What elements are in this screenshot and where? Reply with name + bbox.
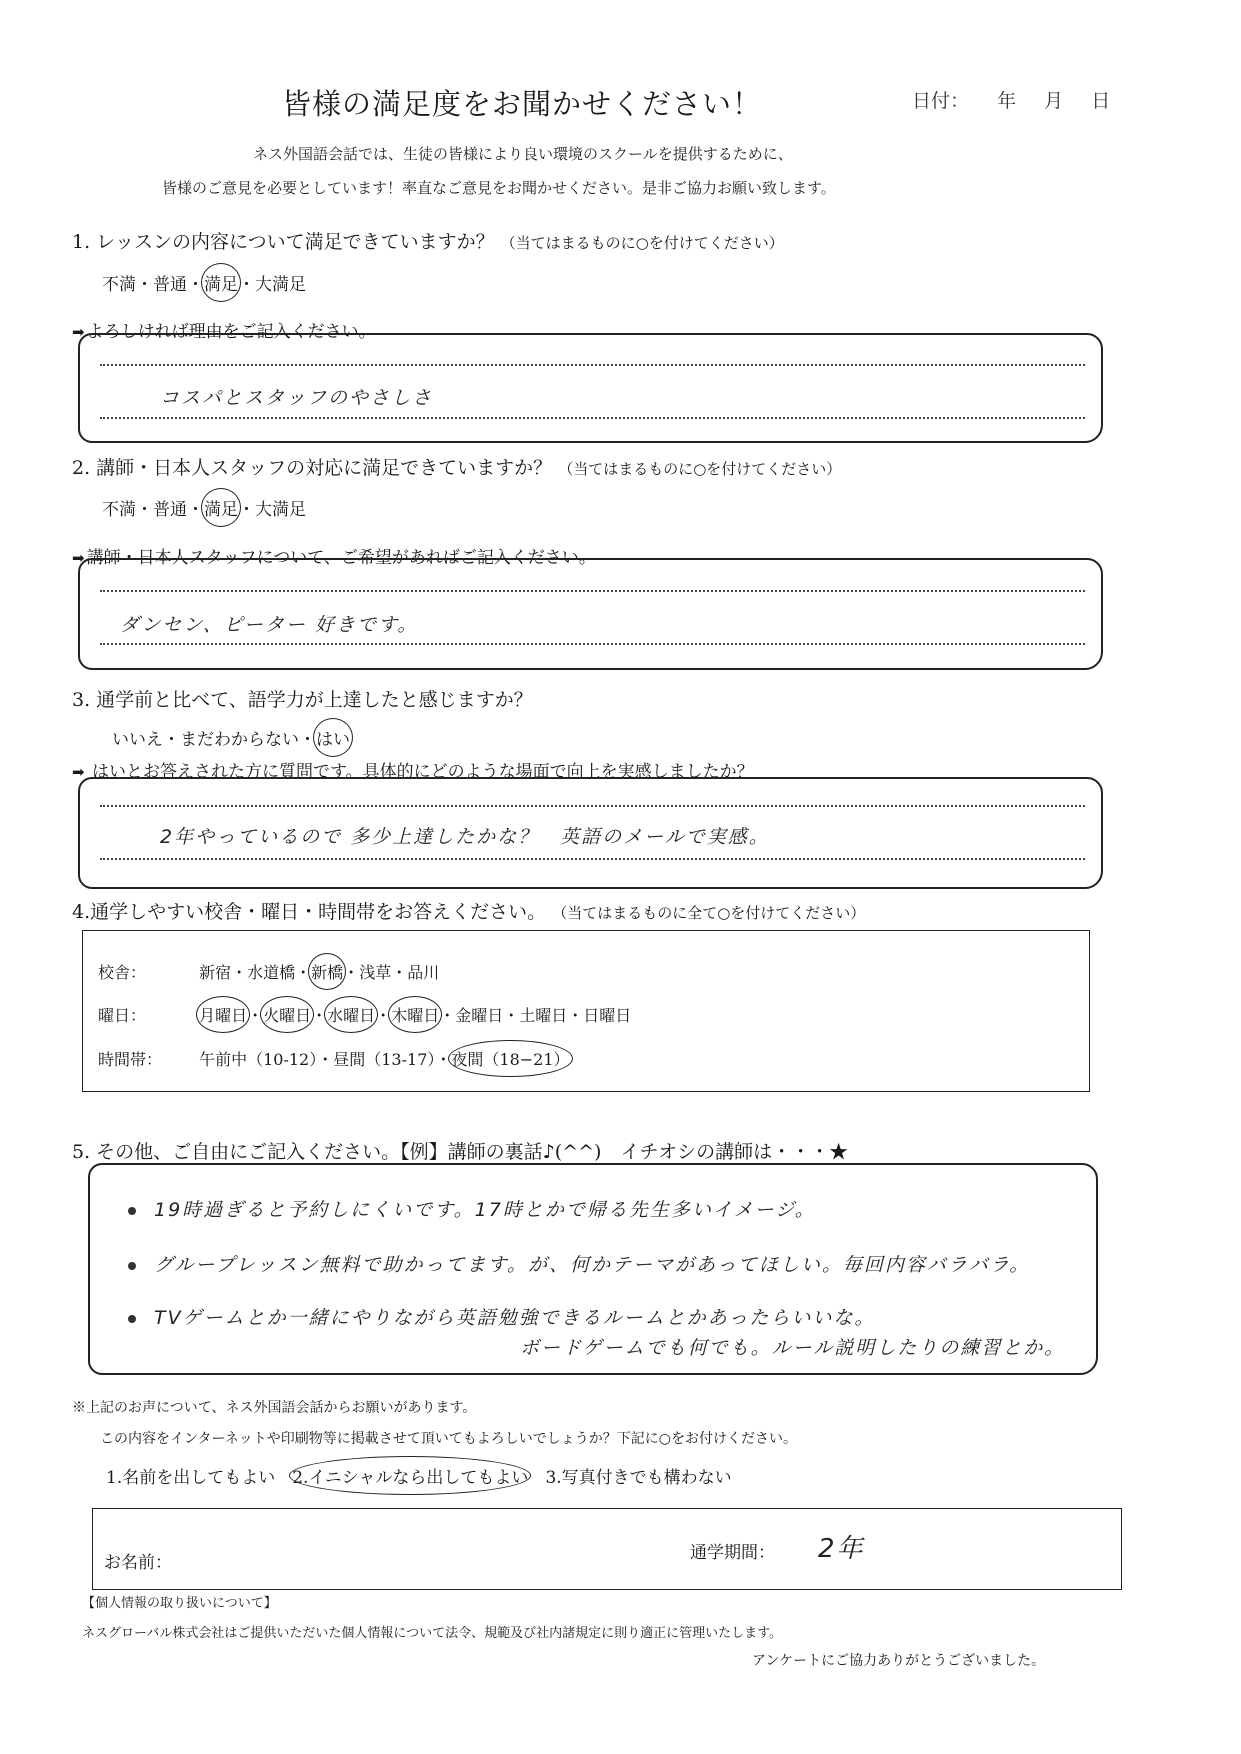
consent-option-selected[interactable]: 2.イニシャルなら出してもよい <box>289 1456 531 1495</box>
school-option[interactable]: 新宿 <box>199 963 232 982</box>
q3-option[interactable]: まだわからない <box>180 730 299 750</box>
q4-days-row: 曜日： 月曜日・火曜日・水曜日・木曜日・金曜日・土曜日・日曜日 <box>98 1003 631 1026</box>
day-option-selected[interactable]: 木曜日 <box>388 996 442 1033</box>
q3-answer: 2年やっているので 多少上達したかな？ 英語のメールで実感。 <box>160 826 770 848</box>
day-option-selected[interactable]: 水曜日 <box>324 996 378 1033</box>
time-option[interactable]: 午前中（10-12） <box>199 1050 318 1069</box>
thanks-message: アンケートにご協力ありがとうございました。 <box>752 1653 1046 1669</box>
q2-answer: ダンセン、ピーター 好きです。 <box>120 614 419 636</box>
dotted-line <box>100 805 1085 807</box>
bullet-icon <box>128 1315 136 1323</box>
q1-option-selected[interactable]: 満足 <box>201 263 241 302</box>
q5-answer-continuation: ボードゲームでも何でも。ルール説明したりの練習とか。 <box>520 1337 1066 1359</box>
q4-times-row: 時間帯： 午前中（10-12）・昼間（13-17）・夜間（18−21） <box>98 1047 570 1070</box>
q4-question <box>72 897 865 924</box>
day-label: 曜日： <box>98 1006 147 1025</box>
dotted-line <box>100 590 1085 592</box>
intro-line-2: 皆様のご意見を必要としています！率直なご意見をお聞かせください。是非ご協力お願い致します。 <box>162 179 836 197</box>
date-year: 年 <box>997 90 1017 112</box>
q1-option[interactable]: 不満 <box>102 275 136 295</box>
q2-options: 不満・普通・満足・大満足 <box>102 495 306 520</box>
q2-prompt: ➡ 講師・日本人スタッフについて、ご希望があればご記入ください。 <box>72 548 596 568</box>
dotted-line <box>100 417 1085 419</box>
name-field[interactable] <box>230 1540 530 1568</box>
consent-options <box>106 1463 732 1488</box>
q3-option[interactable]: いいえ <box>112 730 163 750</box>
school-option-selected[interactable]: 新橋 <box>308 953 346 990</box>
time-option[interactable]: 昼間（13-17） <box>333 1050 436 1069</box>
name-label: お名前： <box>104 1553 172 1573</box>
q4-schools-row: 校舎： 新宿・水道橋・新橋・浅草・品川 <box>98 960 439 983</box>
q5-answer-item: グループレッスン無料で助かってます。が、何かテーマがあってほしい。毎回内容バラバラ。 <box>128 1250 1030 1277</box>
period-value[interactable]: 2年 <box>818 1534 865 1564</box>
day-option-selected[interactable]: 火曜日 <box>260 996 314 1033</box>
arrow-right-icon: ➡ <box>72 763 85 781</box>
q1-option[interactable]: 大満足 <box>255 275 306 295</box>
dotted-line <box>100 364 1085 366</box>
consent-option[interactable]: 1.名前を出してもよい <box>106 1468 276 1488</box>
dotted-line <box>100 643 1085 645</box>
q2-option[interactable]: 普通 <box>153 500 187 520</box>
q2-note: （当てはまるものに○を付けてください） <box>558 460 842 478</box>
consent-question: この内容をインターネットや印刷物等に掲載させて頂いてもよろしいでしょうか？下記に○をお付けください。 <box>100 1431 797 1447</box>
consent-notice: ※上記のお声について、ネス外国語会話からお願いがあります。 <box>72 1400 477 1416</box>
q3-option-selected[interactable]: はい <box>313 718 353 757</box>
dotted-line <box>100 858 1085 860</box>
period-label: 通学期間： <box>690 1543 775 1563</box>
school-option[interactable]: 品川 <box>407 963 440 982</box>
q1-option[interactable]: 普通 <box>153 275 187 295</box>
q2-option[interactable]: 大満足 <box>255 500 306 520</box>
school-label: 校舎： <box>98 963 147 982</box>
q1-note: （当てはまるものに○を付けてください） <box>500 234 784 252</box>
q5-question: 5. その他、ご自由にご記入ください。【例】講師の裏話♪(^^) イチオシの講師は・・・★ <box>72 1141 849 1163</box>
q3-options: いいえ・まだわからない・はい <box>112 725 350 750</box>
q3-prompt: ➡ はいとお答えされた方に質問です。具体的にどのような場面で向上を実感しましたか？ <box>72 762 754 782</box>
date-label: 日付： <box>912 90 970 112</box>
q2-question-text: 2. 講師・日本人スタッフの対応に満足できていますか？ <box>72 457 553 479</box>
day-option-selected[interactable]: 月曜日 <box>196 996 250 1033</box>
arrow-right-icon: ➡ <box>72 323 85 341</box>
school-option[interactable]: 水道橋 <box>247 963 296 982</box>
privacy-heading: 【個人情報の取り扱いについて】 <box>82 1596 277 1611</box>
date-field[interactable] <box>912 86 1132 113</box>
q1-question-text: 1. レッスンの内容について満足できていますか？ <box>72 231 495 253</box>
q5-answer-item: 19時過ぎると予約しにくいです。17時とかで帰る先生多いイメージ。 <box>128 1195 816 1222</box>
day-option[interactable]: 金曜日 <box>455 1006 504 1025</box>
q1-prompt: ➡ よろしければ理由をご記入ください。 <box>72 322 376 342</box>
day-option[interactable]: 日曜日 <box>583 1006 632 1025</box>
bullet-icon <box>128 1262 136 1270</box>
day-option[interactable]: 土曜日 <box>519 1006 568 1025</box>
time-option-selected[interactable]: 夜間（18−21） <box>448 1040 572 1077</box>
date-day: 日 <box>1091 90 1111 112</box>
arrow-right-icon: ➡ <box>72 549 85 567</box>
survey-title: 皆様の満足度をお聞かせください！ <box>282 87 763 121</box>
q1-question <box>72 227 784 254</box>
time-label: 時間帯： <box>98 1050 163 1069</box>
q4-question-text: 4.通学しやすい校舎・曜日・時間帯をお答えください。 <box>72 901 547 923</box>
q2-question <box>72 453 841 480</box>
q4-note: （当てはまるものに全て○を付けてください） <box>552 904 866 922</box>
privacy-text: ネスグローバル株式会社はご提供いただいた個人情報について法令、規範及び社内諸規定に則り適正に管理いたします。 <box>82 1626 783 1641</box>
school-option[interactable]: 浅草 <box>359 963 392 982</box>
q1-answer: コスパとスタッフのやさしさ <box>160 387 434 409</box>
q2-option[interactable]: 不満 <box>102 500 136 520</box>
intro-line-1: ネス外国語会話では、生徒の皆様により良い環境のスクールを提供するために、 <box>253 145 793 163</box>
q5-answer-item: TVゲームとか一緒にやりながら英語勉強できるルームとかあったらいいな。 <box>128 1303 875 1330</box>
date-month: 月 <box>1044 90 1064 112</box>
bullet-icon <box>128 1207 136 1215</box>
q1-options: 不満・普通・満足・大満足 <box>102 270 306 295</box>
consent-option[interactable]: 3.写真付きでも構わない <box>545 1468 732 1488</box>
q3-question: 3. 通学前と比べて、語学力が上達したと感じますか？ <box>72 689 533 711</box>
q2-option-selected[interactable]: 満足 <box>201 488 241 527</box>
